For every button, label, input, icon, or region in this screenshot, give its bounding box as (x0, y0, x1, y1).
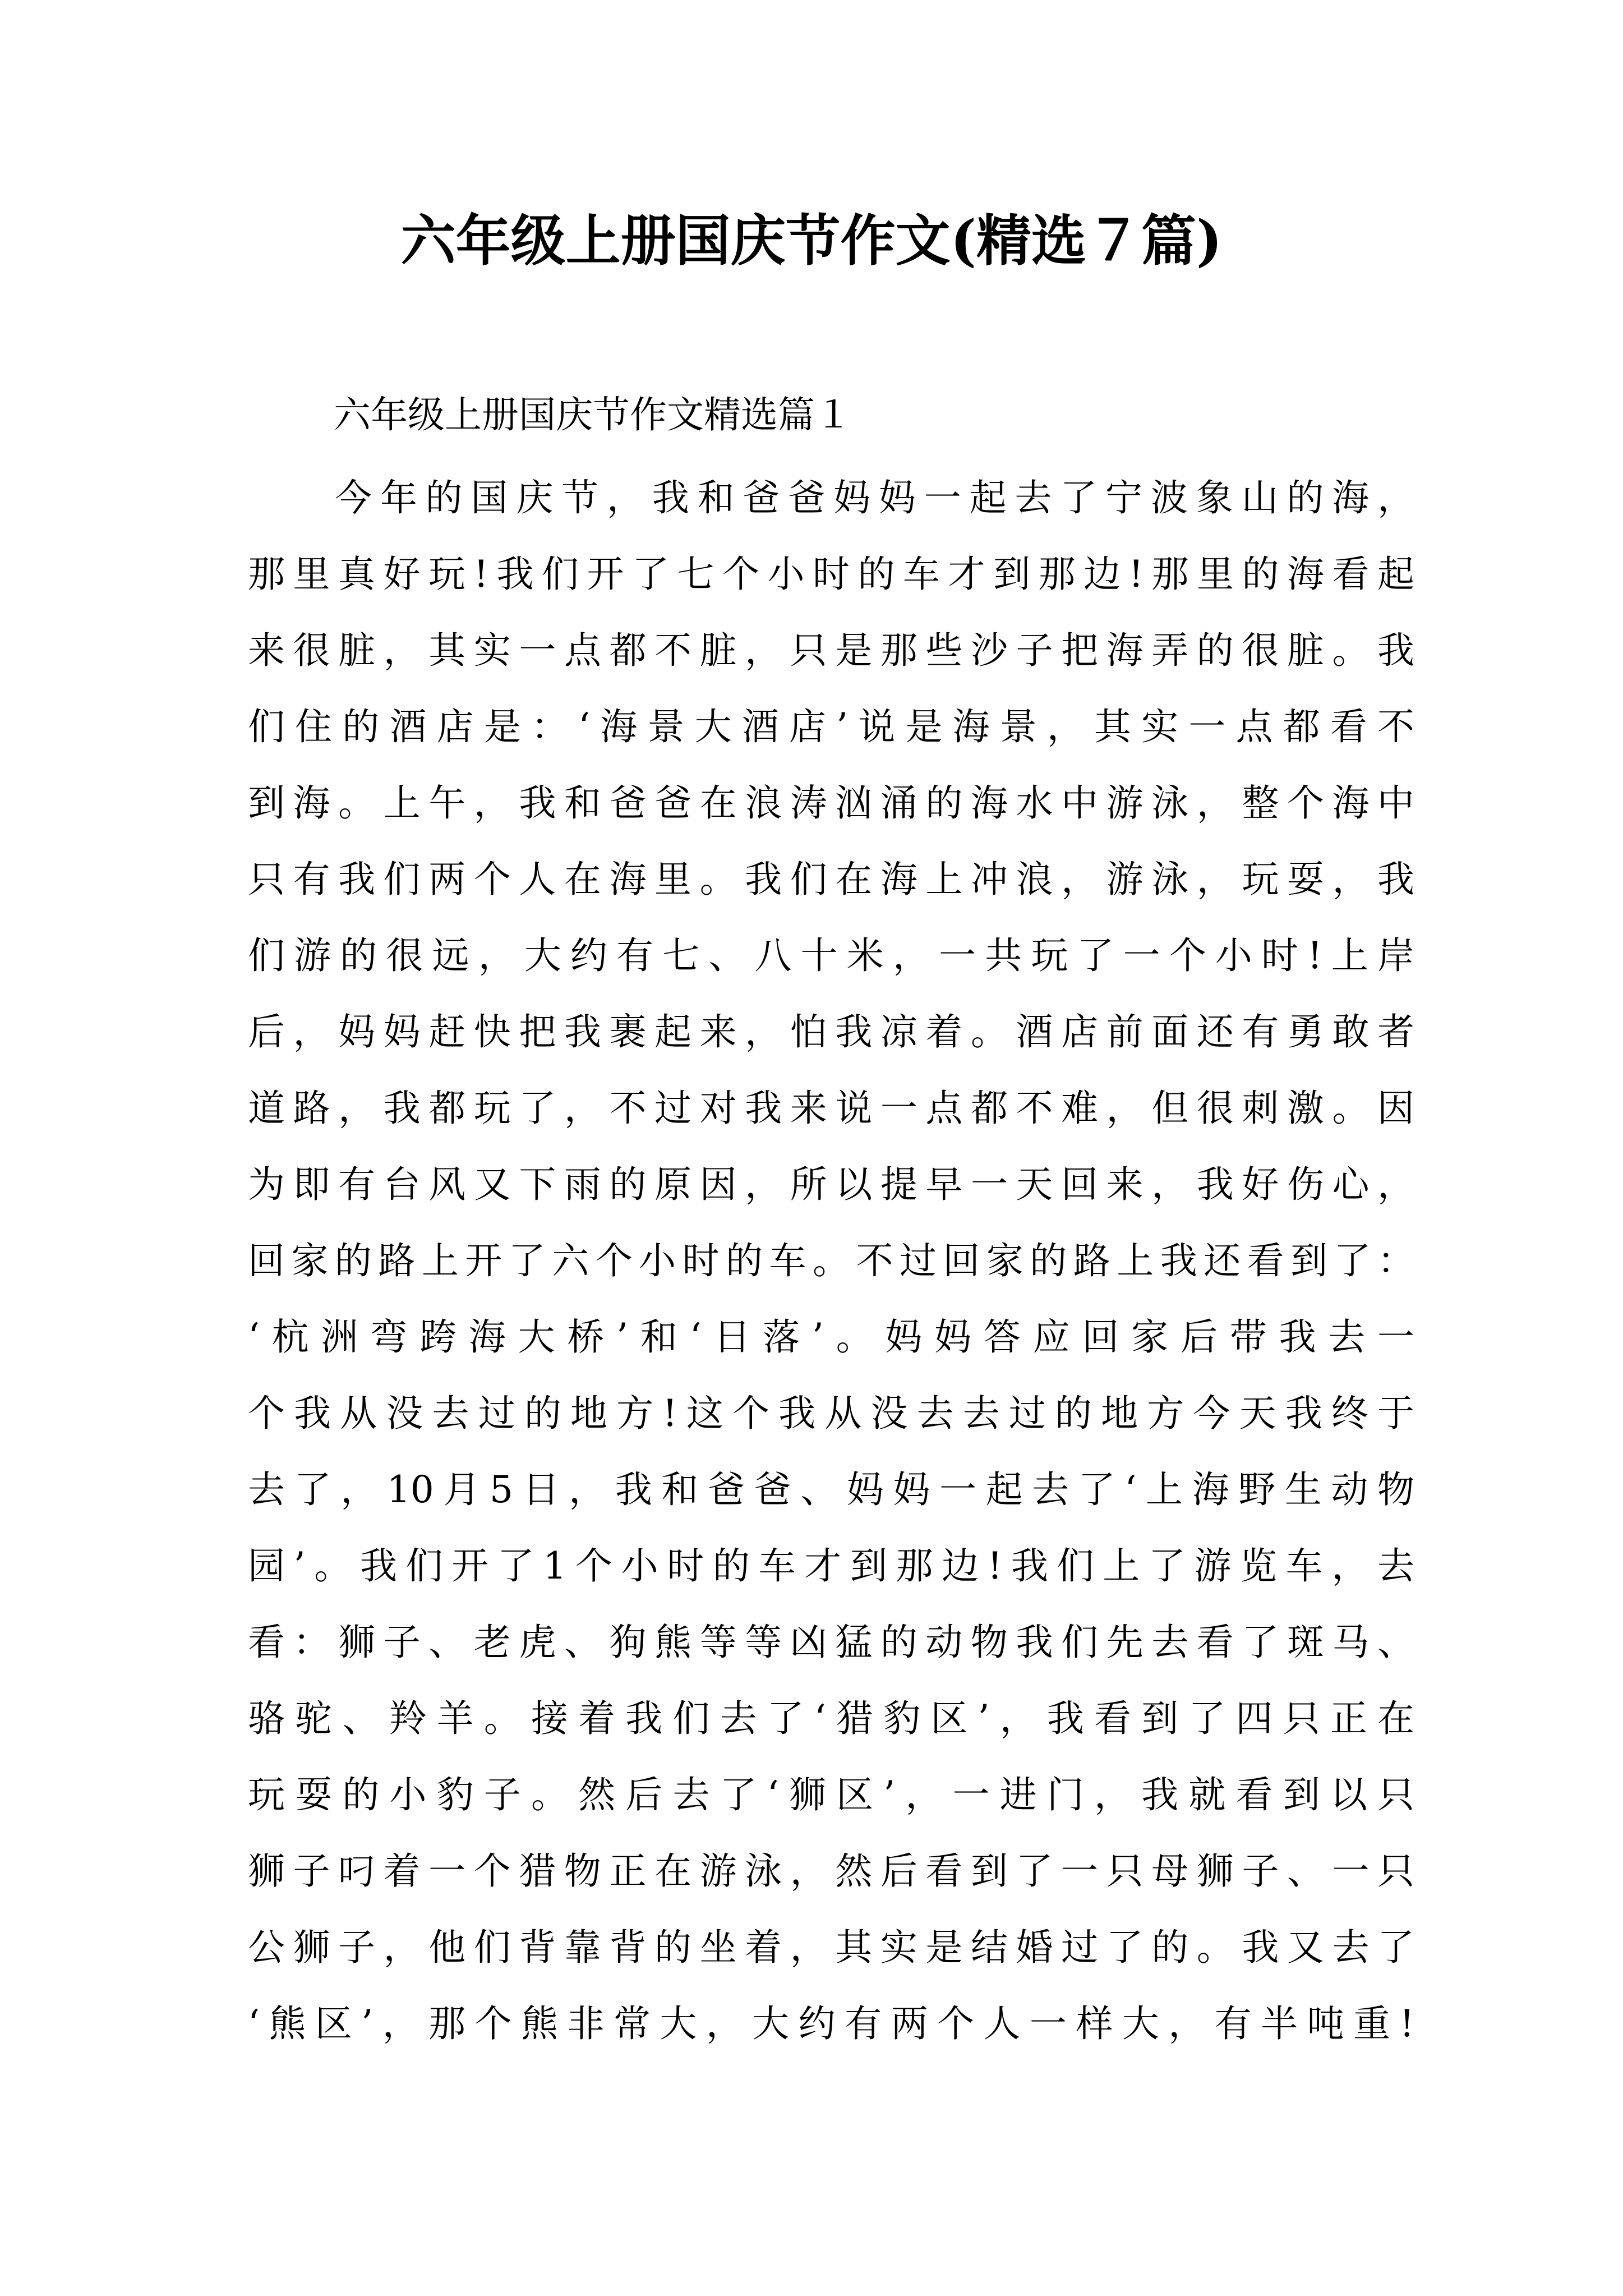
body-line: 看：狮子、老虎、狗熊等等凶猛的动物我们先去看了斑马、 (248, 1621, 1414, 1664)
body-line: 后，妈妈赶快把我裹起来，怕我凉着。酒店前面还有勇敢者 (248, 1010, 1414, 1053)
body-line: 们游的很远，大约有七、八十米，一共玩了一个小时!上岸 (248, 934, 1414, 977)
body-line: 道路，我都玩了，不过对我来说一点都不难，但很刺激。因 (248, 1087, 1414, 1130)
body-line: 狮子叼着一个猎物正在游泳，然后看到了一只母狮子、一只 (248, 1849, 1414, 1893)
body-line: 到海。上午，我和爸爸在浪涛汹涌的海水中游泳，整个海中 (248, 781, 1414, 825)
section-heading: 六年级上册国庆节作文精选篇１ (334, 393, 852, 436)
body-line: ‘熊区’，那个熊非常大，大约有两个人一样大，有半吨重! (248, 2002, 1414, 2045)
body-line: 回家的路上开了六个小时的车。不过回家的路上我还看到了： (248, 1239, 1414, 1282)
body-line: 骆驼、羚羊。接着我们去了‘猎豹区’，我看到了四只正在 (248, 1697, 1414, 1740)
body-line: 只有我们两个人在海里。我们在海上冲浪，游泳，玩耍，我 (248, 858, 1414, 901)
body-line: 们住的酒店是：‘海景大酒店’说是海景，其实一点都看不 (248, 705, 1414, 748)
body-line: 今年的国庆节，我和爸爸妈妈一起去了宁波象山的海， (335, 476, 1414, 519)
body-line: 来很脏，其实一点都不脏，只是那些沙子把海弄的很脏。我 (248, 629, 1414, 672)
body-line: 为即有台风又下雨的原因，所以提早一天回来，我好伤心， (248, 1163, 1414, 1206)
body-line: 玩耍的小豹子。然后去了‘狮区’，一进门，我就看到以只 (248, 1773, 1414, 1816)
body-line: 公狮子，他们背靠背的坐着，其实是结婚过了的。我又去了 (248, 1926, 1414, 1969)
body-line: 园’。我们开了1个小时的车才到那边!我们上了游览车，去 (248, 1544, 1414, 1588)
body-text (248, 460, 1414, 2062)
body-line: 个我从没去过的地方!这个我从没去去过的地方今天我终于 (248, 1392, 1414, 1435)
body-line: 去了，10月5日，我和爸爸、妈妈一起去了‘上海野生动物 (248, 1468, 1414, 1511)
document-title: 六年级上册国庆节作文(精选７篇) (400, 209, 1223, 273)
body-line: ‘杭洲弯跨海大桥’和‘日落’。妈妈答应回家后带我去一 (248, 1315, 1414, 1359)
body-line: 那里真好玩!我们开了七个小时的车才到那边!那里的海看起 (248, 553, 1414, 596)
